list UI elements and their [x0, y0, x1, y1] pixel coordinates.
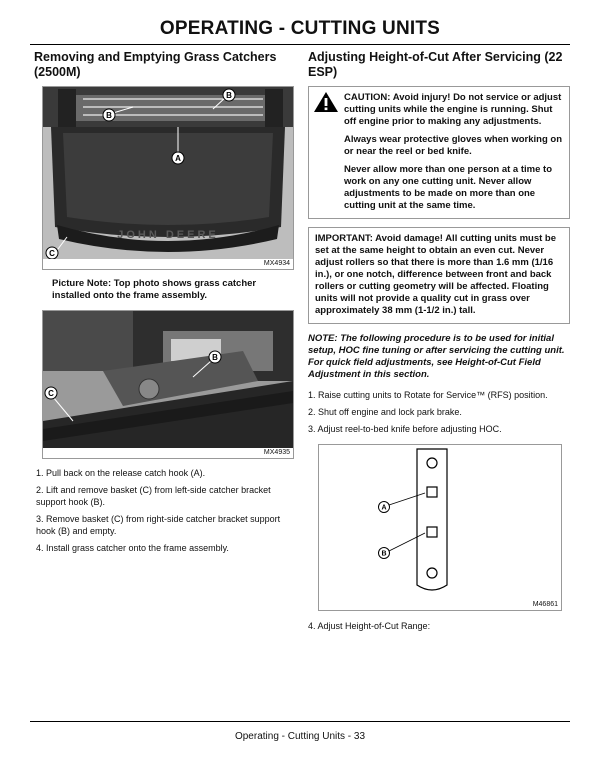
picture-note: Picture Note: Top photo shows grass catcher installed onto the frame assembly. [52, 278, 257, 301]
figure-hoc-bracket [318, 444, 562, 611]
hoc-step-2: 2. Shut off engine and lock park brake. [308, 407, 462, 417]
callout-a-slot: A [381, 504, 387, 512]
catcher-step-4: 4. Install grass catcher onto the frame assembly. [36, 543, 229, 553]
callout-c: C [49, 249, 55, 258]
section-heading-grass-catchers: Removing and Emptying Grass Catchers (2500M) [34, 50, 277, 79]
hoc-step-3: 3. Adjust reel-to-bed knife before adjusting HOC. [308, 424, 502, 434]
page-title: OPERATING - CUTTING UNITS [159, 18, 441, 39]
catcher-brand-text: JOHN DEERE [117, 229, 219, 241]
caution-text-2: Always wear protective gloves when working on or near the reel or bed knife. [344, 134, 563, 157]
photo-catcher-hook-drawing [43, 311, 293, 448]
catcher-step-3: 3. Remove basket (C) from right-side catcher bracket support hook (B) and empty. [36, 514, 281, 536]
catcher-step-2: 2. Lift and remove basket (C) from left-side catcher bracket support hook (B). [36, 485, 271, 507]
note-text: NOTE: The following procedure is to be used for initial setup, HOC fine tuning or after servicing the cutting unit. For quick field adjustments, see Height-of-Cut Field Adjustment in this section. [308, 333, 565, 380]
callout-b-2: B [106, 111, 112, 120]
hoc-steps [308, 389, 570, 435]
important-box [308, 227, 570, 324]
important-text: IMPORTANT: Avoid damage! All cutting units must be set at the same height to obtain an even cut. Never adjust rollers so that there is more than 1.6 mm (1/16 in.), or one notch, difference between front and back rollers or cutting geometry will be affected. Floating units will not provide a quality cut in grass over approximately 38 mm (1-1/2 in.) tall. [315, 233, 557, 316]
footer-divider [30, 721, 570, 722]
catcher-steps [36, 467, 294, 554]
hoc-bracket-diagram [319, 445, 561, 595]
figure-grass-catcher-installed [42, 86, 294, 270]
left-column [34, 50, 294, 559]
title-divider [30, 44, 570, 45]
figure-catcher-hook-detail [42, 310, 294, 459]
callout-c-basket: C [48, 389, 54, 398]
figure-id-mx4935: MX4935 [263, 449, 290, 456]
caution-text-3: Never allow more than one person at a time to work on any one cutting unit. Never allow adjustments to be made on more than one cutting unit at the same time. [344, 164, 552, 211]
photo-catcher-hook [43, 311, 293, 448]
callout-b-slot: B [381, 550, 387, 558]
callout-a: A [175, 154, 181, 163]
caution-box [308, 86, 570, 219]
photo-grass-catcher-drawing [43, 87, 293, 259]
hoc-step-1: 1. Raise cutting units to Rotate for Service™ (RFS) position. [308, 390, 548, 400]
caution-text-1: CAUTION: Avoid injury! Do not service or adjust cutting units while the engine is running. Shut off engine prior to making any adjustments. [344, 92, 562, 127]
hoc-step-4: 4. Adjust Height-of-Cut Range: [308, 621, 431, 631]
callout-b-1: B [226, 91, 232, 100]
warning-triangle-icon [313, 91, 339, 113]
callout-b-hook: B [212, 353, 218, 362]
figure-id-mx4934: MX4934 [263, 260, 290, 267]
catcher-step-1: 1. Pull back on the release catch hook (A). [36, 468, 206, 478]
photo-grass-catcher [43, 87, 293, 259]
section-heading-height-of-cut: Adjusting Height-of-Cut After Servicing (22 ESP) [308, 50, 563, 79]
page-footer: Operating - Cutting Units - 33 [234, 731, 366, 742]
figure-id-m46861: M46861 [532, 601, 558, 608]
right-column [308, 50, 570, 637]
hoc-step-4-wrapper [308, 620, 570, 632]
